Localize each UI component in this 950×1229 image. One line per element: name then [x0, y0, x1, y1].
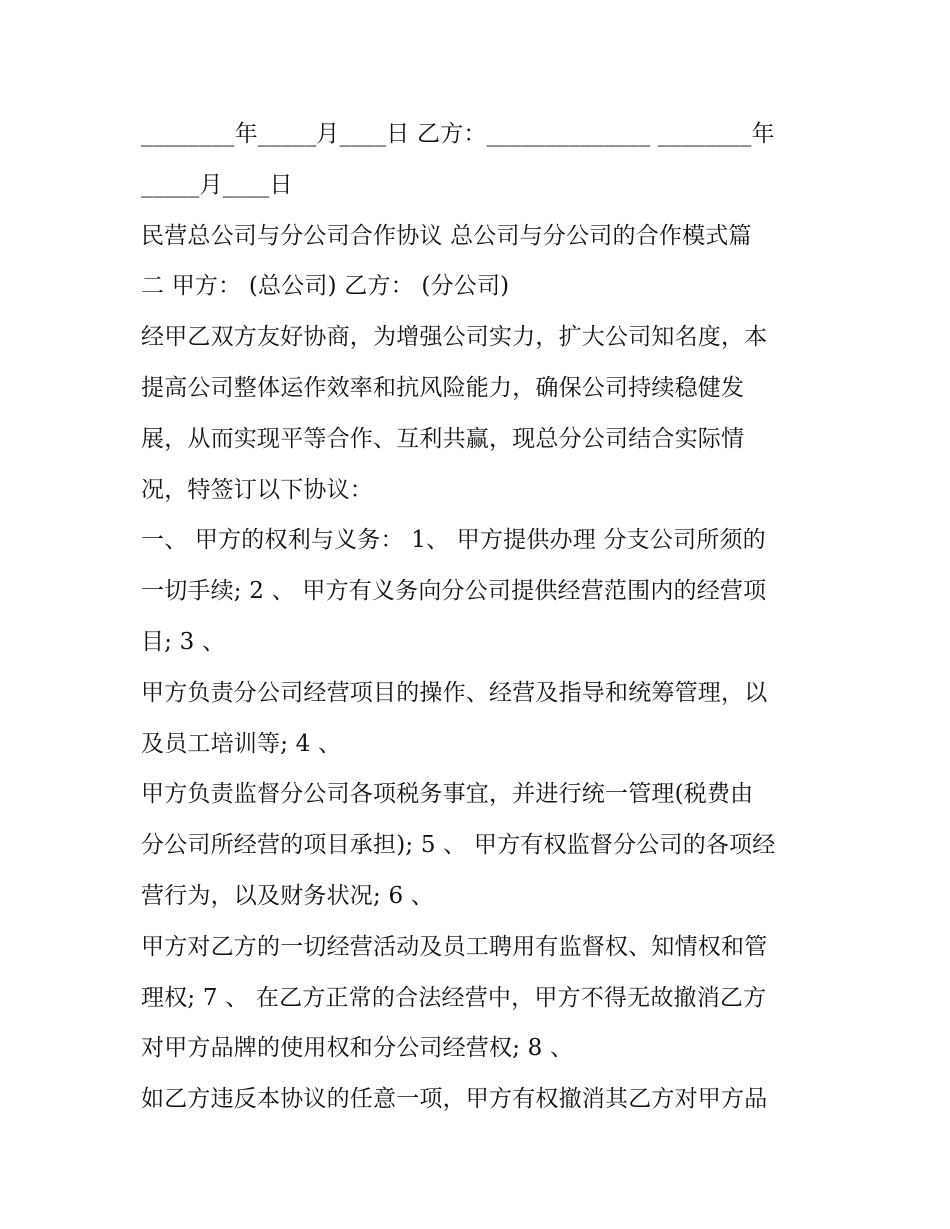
paragraph-line: 况，特签订以下协议：: [141, 476, 373, 503]
agreement-title-line: 民营总公司与分公司合作协议 总公司与分公司的合作模式篇: [141, 222, 752, 249]
paragraph-line: 营行为，以及财务状况; 6 、: [141, 882, 435, 909]
paragraph-line: 目; 3 、: [141, 628, 226, 655]
paragraph-line: 甲方对乙方的一切经营活动及员工聘用有监督权、知情权和管: [141, 933, 768, 960]
paragraph-line: 理权; 7 、 在乙方正常的合法经营中，甲方不得无故撤消乙方: [141, 984, 767, 1011]
paragraph-line: 展，从而实现平等合作、互利共赢，现总分公司结合实际情: [141, 425, 745, 452]
paragraph-line: 一切手续; 2 、 甲方有义务向分公司提供经营范围内的经营项: [141, 578, 767, 605]
paragraph-line: 经甲乙双方友好协商，为增强公司实力，扩大公司知名度，本: [141, 324, 768, 351]
signature-date-line: ________年_____月____日 乙方：______________ ________年: [141, 121, 775, 147]
signature-date-line-continued: _____月____日: [141, 171, 293, 198]
document-body: [141, 109, 821, 1125]
paragraph-line: 提高公司整体运作效率和抗风险能力，确保公司持续稳健发: [141, 374, 745, 401]
section-heading-line: 一、 甲方的权利与义务： 1、 甲方提供办理 分支公司所须的: [141, 527, 766, 554]
paragraph-line: 及员工培训等; 4 、: [141, 730, 342, 757]
paragraph-line: 对甲方品牌的使用权和分公司经营权; 8 、: [141, 1035, 574, 1062]
parties-line: 二 甲方： (总公司) 乙方： (分公司): [141, 273, 510, 300]
paragraph-line: 甲方负责监督分公司各项税务事宜，并进行统一管理(税费由: [141, 781, 754, 808]
paragraph-line: 甲方负责分公司经营项目的操作、经营及指导和统筹管理，以: [141, 679, 768, 706]
paragraph-line: 分公司所经营的项目承担); 5 、 甲方有权监督分公司的各项经: [141, 832, 776, 859]
paragraph-line: 如乙方违反本协议的任意一项，甲方有权撤消其乙方对甲方品: [141, 1086, 768, 1113]
